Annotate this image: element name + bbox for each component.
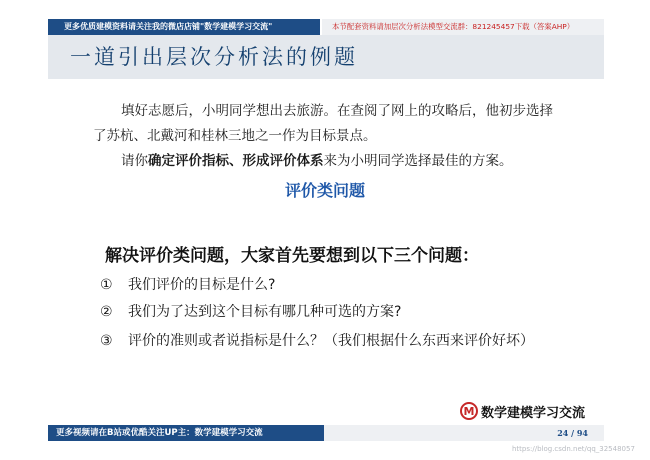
bottom-banner-left: 更多视频请在B站或优酷关注UP主：数学建模学习交流 <box>48 425 324 441</box>
brand-name: 数学建模学习交流 <box>481 405 586 421</box>
brand-mark <box>460 400 585 422</box>
subheading: 评价类问题 <box>284 181 365 200</box>
top-banner <box>48 19 604 35</box>
question-item <box>100 302 401 322</box>
question-text: 我们评价的目标是什么? <box>128 277 276 293</box>
watermark: https://blog.csdn.net/qq_32548057 <box>512 445 635 453</box>
bold-separator: 、 <box>229 153 243 169</box>
page-number: 24 / 94 <box>557 428 588 438</box>
main-heading: 解决评价类问题，大家首先要想到以下三个问题： <box>105 246 479 266</box>
slide-title: 一道引出层次分析法的例题 <box>70 45 358 69</box>
intro-line-2: 了苏杭、北戴河和桂林三地之一作为目标景点。 <box>93 128 377 144</box>
intro-line-3-post: 来为小明同学选择最佳的方案。 <box>323 153 513 169</box>
question-item <box>100 275 275 295</box>
brand-logo-icon: M <box>460 402 478 420</box>
bottom-banner-right <box>324 425 604 441</box>
bold-term-indicators: 确定评价指标 <box>148 153 229 169</box>
question-text: 我们为了达到这个目标有哪几种可选的方案? <box>128 304 402 320</box>
question-item <box>100 331 534 351</box>
bold-term-system: 形成评价体系 <box>242 153 324 169</box>
question-text: 评价的准则或者说指标是什么？（我们根据什么东西来评价好坏） <box>128 333 534 349</box>
question-number: ③ <box>100 333 113 349</box>
top-banner-left: 更多优质建模资料请关注我的微店店铺"数学建模学习交流" <box>48 19 320 35</box>
title-bar <box>48 35 604 79</box>
intro-line-3 <box>121 151 513 171</box>
bottom-banner <box>48 425 604 441</box>
intro-line-1: 填好志愿后，小明同学想出去旅游。在查阅了网上的攻略后，他初步选择 <box>121 103 553 119</box>
top-banner-right: 本节配套资料请加层次分析法模型交流群：821245457下载（答案AHP） <box>322 19 604 35</box>
question-number: ① <box>100 277 113 293</box>
question-number: ② <box>100 304 113 320</box>
intro-line-3-pre: 请你 <box>121 153 148 169</box>
